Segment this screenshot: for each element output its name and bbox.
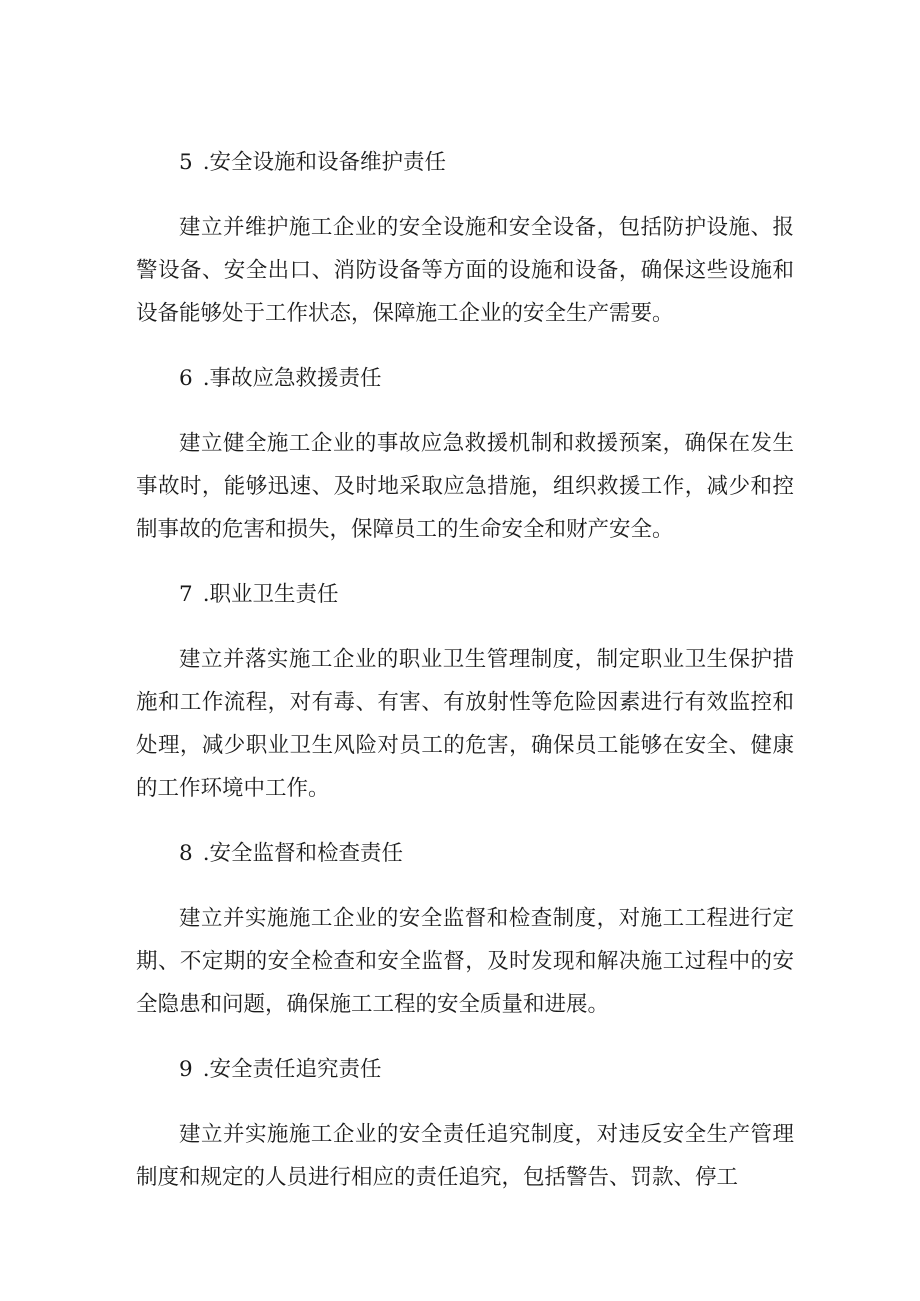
- section-heading-6: [136, 357, 794, 400]
- section-heading-5: [136, 141, 794, 184]
- section-title: .安全设施和设备维护责任: [202, 150, 447, 175]
- section-title: .安全监督和检查责任: [202, 841, 404, 866]
- section-paragraph-5: 建立并维护施工企业的安全设施和安全设备，包括防护设施、报警设备、安全出口、消防设备等方面的设施和设备，确保这些设施和设备能够处于工作状态，保障施工企业的安全生产需要。: [136, 215, 794, 326]
- section-heading-7: [136, 573, 794, 616]
- section-heading-9: [136, 1048, 794, 1091]
- section-number: 8: [179, 841, 193, 866]
- section-title: .安全责任追究责任: [202, 1057, 382, 1082]
- document-body: [136, 141, 794, 1221]
- section-paragraph-9: 建立并实施施工企业的安全责任追究制度，对违反安全生产管理制度和规定的人员进行相应的责任追究，包括警告、罚款、停工: [136, 1122, 794, 1190]
- section-number: 5: [179, 150, 193, 175]
- section-paragraph-8: 建立并实施施工企业的安全监督和检查制度，对施工工程进行定期、不定期的安全检查和安全监督，及时发现和解决施工过程中的安全隐患和问题，确保施工工程的安全质量和进展。: [136, 906, 794, 1017]
- section-heading-8: [136, 832, 794, 875]
- section-title: .事故应急救援责任: [202, 366, 382, 391]
- section-paragraph-6: 建立健全施工企业的事故应急救援机制和救援预案，确保在发生事故时，能够迅速、及时地采取应急措施，组织救援工作，减少和控制事故的危害和损失，保障员工的生命安全和财产安全。: [136, 431, 794, 542]
- section-number: 6: [179, 366, 193, 391]
- section-paragraph-7: 建立并落实施工企业的职业卫生管理制度，制定职业卫生保护措施和工作流程，对有毒、有害、有放射性等危险因素进行有效监控和处理，减少职业卫生风险对员工的危害，确保员工能够在安全、健康的工作环境中工作。: [136, 647, 794, 801]
- section-number: 9: [179, 1057, 193, 1082]
- section-title: .职业卫生责任: [202, 582, 339, 607]
- section-number: 7: [179, 582, 193, 607]
